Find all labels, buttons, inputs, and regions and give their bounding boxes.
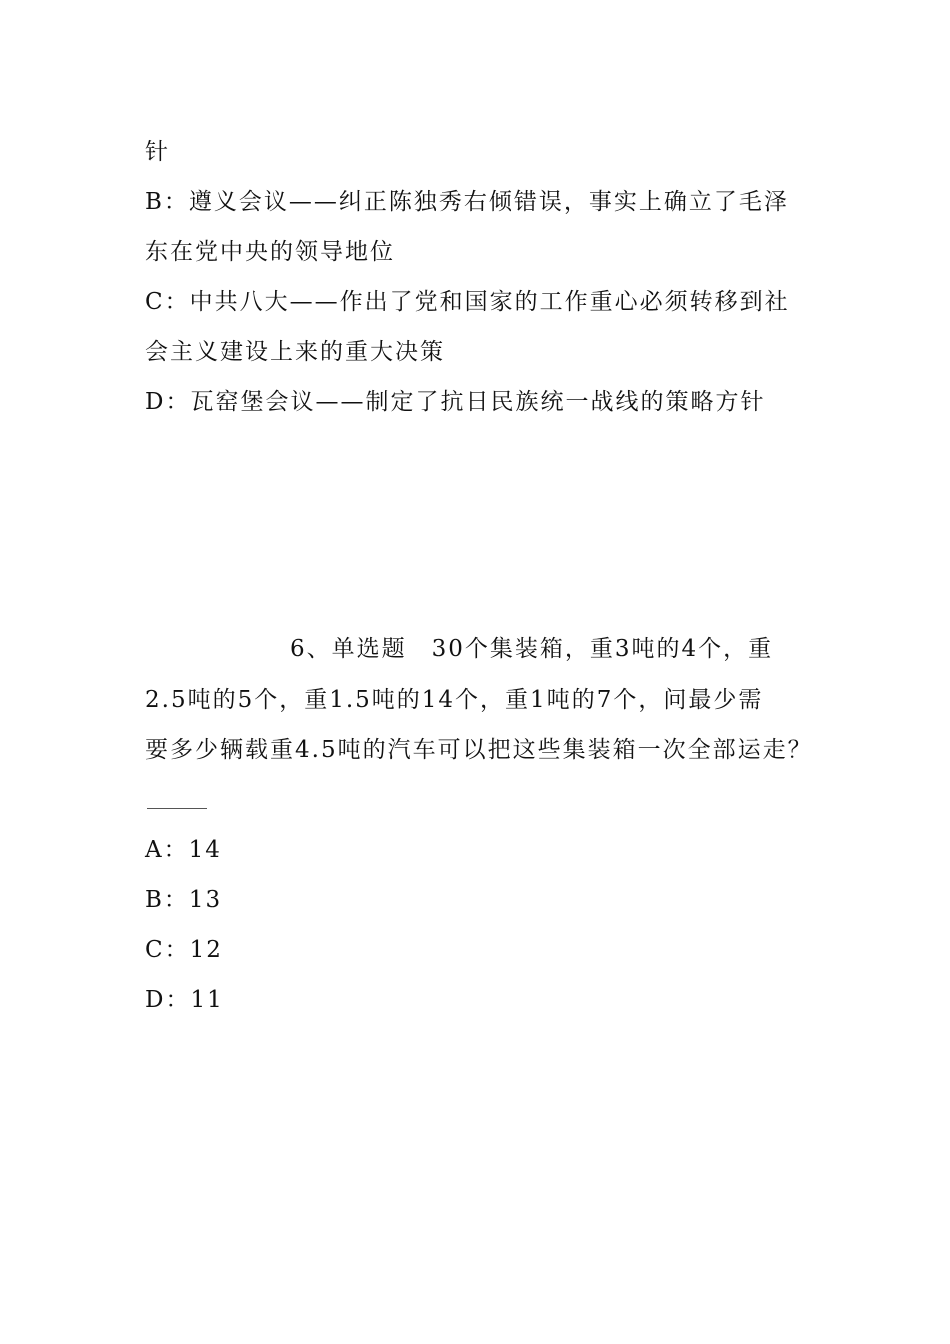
option-b-line-1: B：遵义会议——纠正陈独秀右倾错误，事实上确立了毛泽 (145, 189, 789, 215)
option-a: A：14 (145, 837, 222, 863)
option-b-line-2: 东在党中央的领导地位 (145, 239, 395, 265)
question-6-stem-line-3: 要多少辆载重4.5吨的汽车可以把这些集装箱一次全部运走？ (145, 737, 813, 763)
question-6-stem-line-1: 6、单选题 30个集装箱，重3吨的4个，重 (290, 636, 774, 662)
option-a-tail: 针 (145, 139, 170, 165)
option-c: C：12 (145, 937, 223, 963)
question-6-stem-line-2: 2.5吨的5个，重1.5吨的14个，重1吨的7个，问最少需 (145, 687, 764, 713)
option-b: B：13 (145, 887, 223, 913)
option-d: D：11 (145, 987, 224, 1013)
answer-blank-line (147, 808, 207, 809)
option-d-line-1: D：瓦窑堡会议——制定了抗日民族统一战线的策略方针 (145, 389, 766, 415)
option-c-line-2: 会主义建设上来的重大决策 (145, 339, 445, 365)
option-c-line-1: C：中共八大——作出了党和国家的工作重心必须转移到社 (145, 289, 790, 315)
